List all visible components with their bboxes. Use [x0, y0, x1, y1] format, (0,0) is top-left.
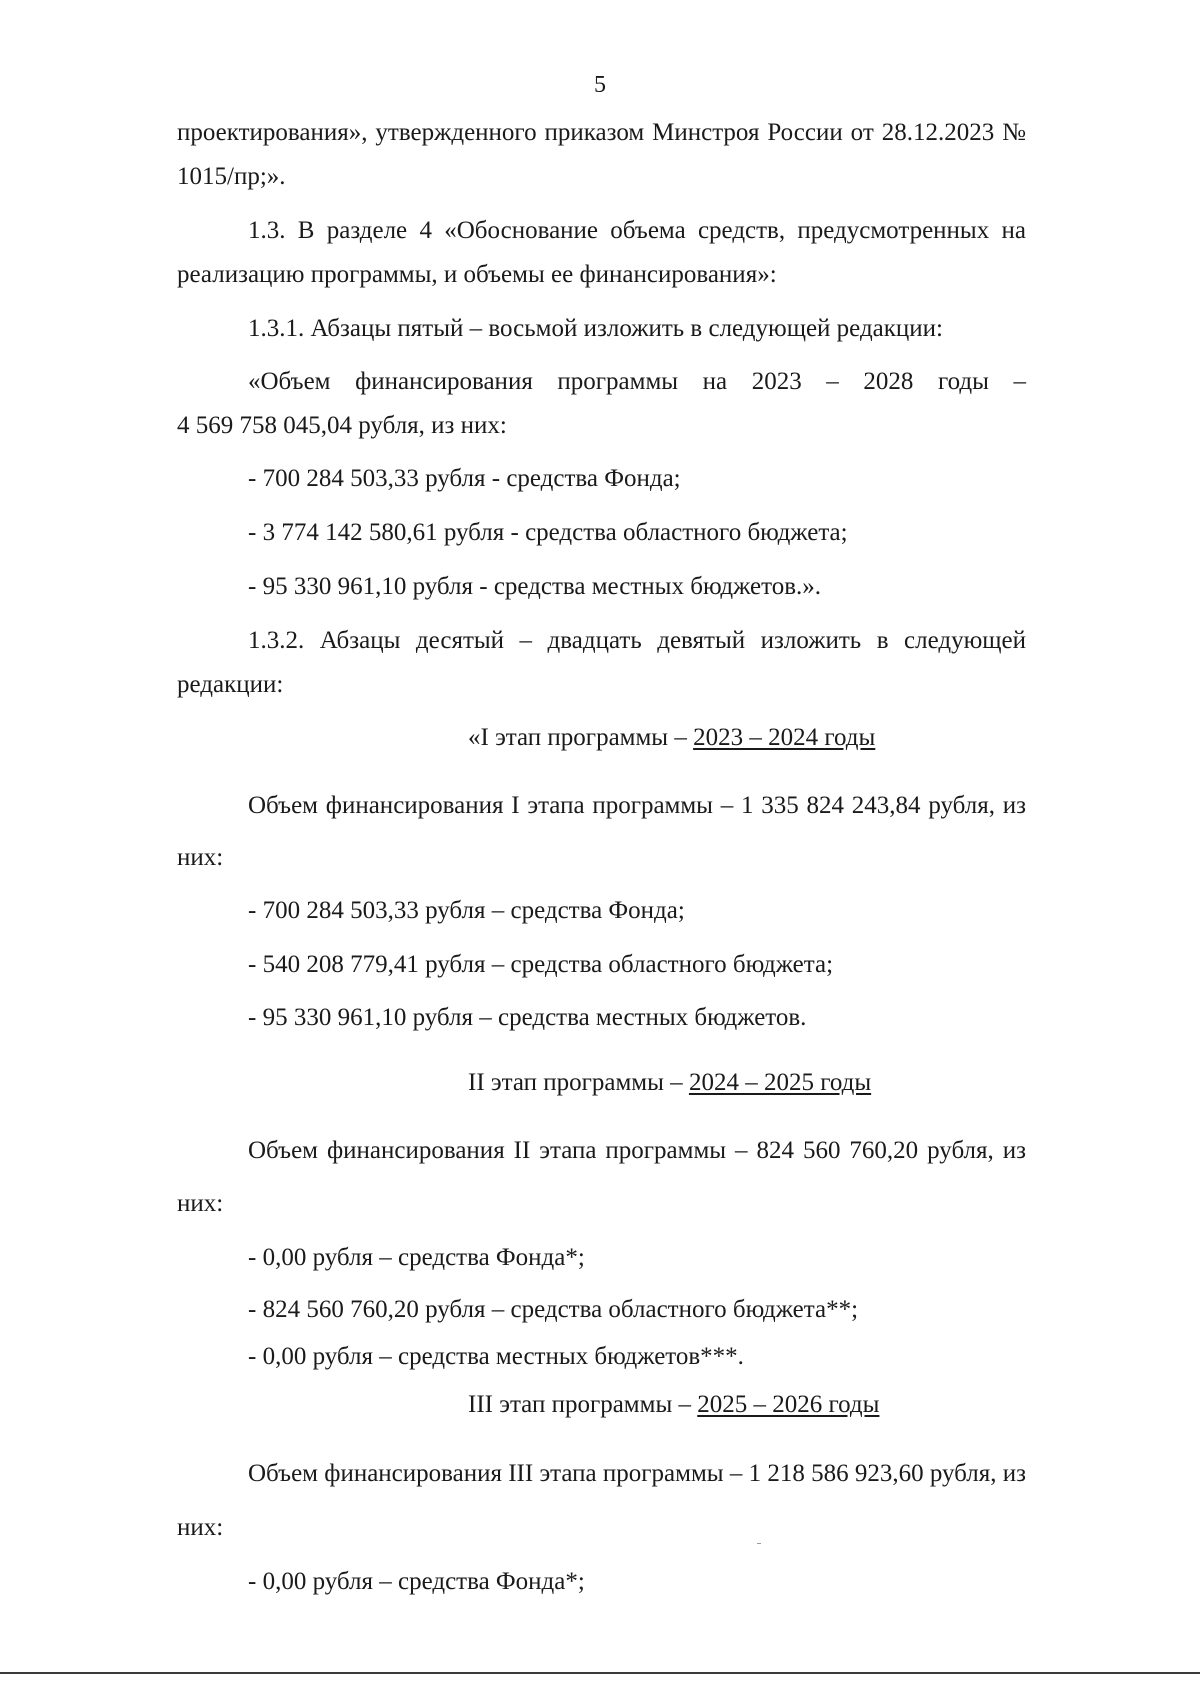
- paragraph-line: «Объем финансирования программы на 2023 – 2028 годы –: [248, 368, 1026, 395]
- list-item: - 824 560 760,20 рубля – средства областного бюджета**;: [248, 1296, 859, 1323]
- list-item: - 95 330 961,10 рубля - средства местных бюджетов.».: [248, 573, 822, 600]
- stage-3-title: III этап программы –: [468, 1391, 698, 1418]
- paragraph-line: реализацию программы, и объемы ее финансирования»:: [177, 261, 777, 288]
- list-item: - 3 774 142 580,61 рубля - средства областного бюджета;: [248, 519, 848, 546]
- list-item: - 0,00 рубля – средства Фонда*;: [248, 1244, 585, 1271]
- paragraph-line: 4 569 758 045,04 рубля, из них:: [177, 412, 507, 439]
- list-item: - 700 284 503,33 рубля – средства Фонда;: [248, 897, 685, 924]
- stage-3-volume: Объем финансирования III этапа программы – 1 218 586 923,60 рубля, из: [248, 1460, 1026, 1487]
- paragraph-line: них:: [177, 1514, 224, 1541]
- page-number: 5: [594, 72, 606, 98]
- paragraph-line: 1015/пр;».: [177, 163, 286, 190]
- scan-edge-line: [0, 1672, 1200, 1674]
- paragraph-line: них:: [177, 844, 224, 871]
- stage-1-volume: Объем финансирования I этапа программы – 1 335 824 243,84 рубля, из: [248, 792, 1026, 819]
- stage-1-years: 2023 – 2024 годы: [693, 724, 876, 751]
- paragraph-line: 1.3.1. Абзацы пятый – восьмой изложить в следующей редакции:: [248, 315, 943, 342]
- list-item: - 0,00 рубля – средства местных бюджетов***.: [248, 1343, 744, 1370]
- paragraph-line: редакции:: [177, 671, 284, 698]
- paragraph-line: 1.3.2. Абзацы десятый – двадцать девятый изложить в следующей: [248, 627, 1026, 654]
- list-item: - 0,00 рубля – средства Фонда*;: [248, 1568, 585, 1595]
- paragraph-line: них:: [177, 1190, 224, 1217]
- stage-2-years: 2024 – 2025 годы: [688, 1069, 872, 1096]
- paragraph-line: 1.3. В разделе 4 «Обоснование объема средств, предусмотренных на: [248, 217, 1026, 244]
- list-item: - 700 284 503,33 рубля - средства Фонда;: [248, 465, 681, 492]
- stage-3-heading: [468, 1390, 879, 1420]
- scan-speck: [757, 1543, 761, 1544]
- stage-3-years: 2025 – 2026 годы: [697, 1391, 880, 1418]
- stage-1-title: «I этап программы –: [468, 724, 694, 751]
- paragraph-line: проектирования», утвержденного приказом Минстроя России от 28.12.2023 №: [177, 119, 1026, 146]
- stage-2-title: II этап программы –: [468, 1069, 689, 1096]
- stage-2-heading: [468, 1068, 871, 1098]
- list-item: - 540 208 779,41 рубля – средства областного бюджета;: [248, 951, 834, 978]
- list-item: - 95 330 961,10 рубля – средства местных бюджетов.: [248, 1004, 807, 1031]
- stage-1-heading: [468, 723, 875, 753]
- stage-2-volume: Объем финансирования II этапа программы – 824 560 760,20 рубля, из: [248, 1137, 1026, 1164]
